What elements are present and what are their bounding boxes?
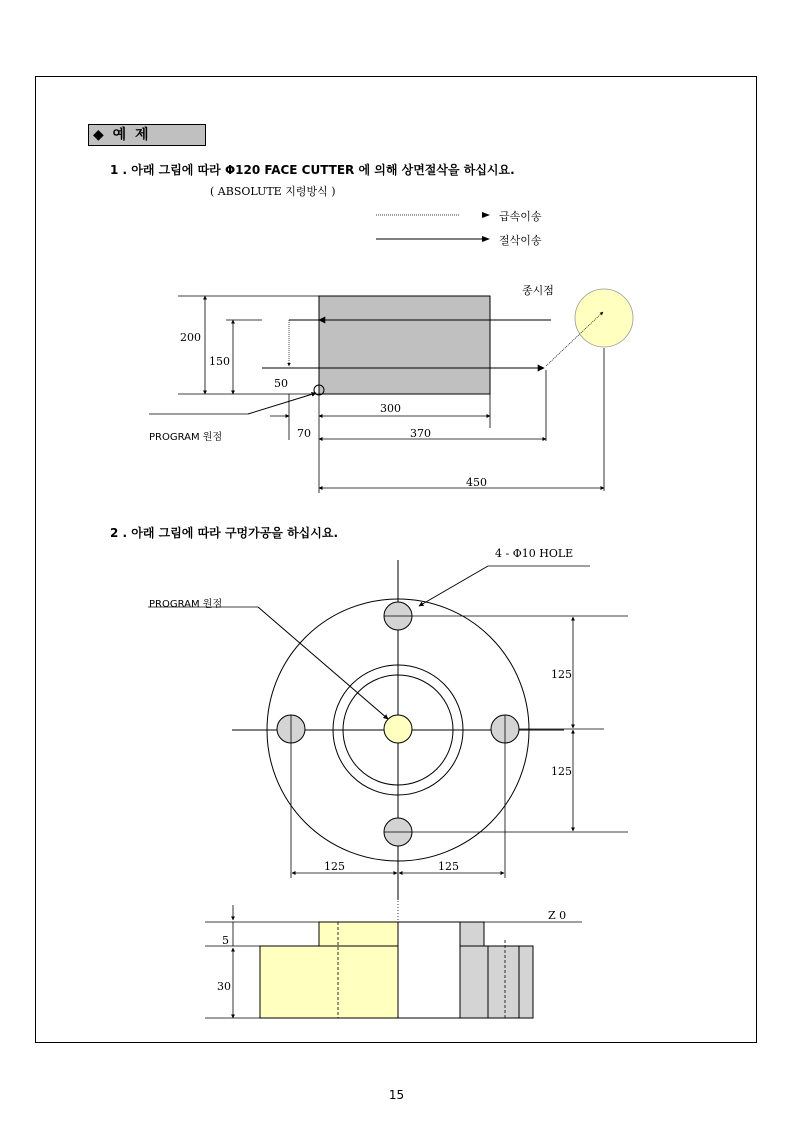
legend: [376, 212, 490, 242]
dim-370-label: 370: [410, 427, 431, 440]
legend-cutting-label: 절삭이송: [499, 234, 542, 247]
hole-leader: [419, 566, 488, 606]
boss-section: [319, 922, 398, 946]
hole-plan-drawing: [148, 560, 628, 900]
section-drawing: [205, 880, 582, 1018]
workpiece: [319, 296, 490, 394]
diamond-icon: ◆: [93, 127, 106, 143]
legend-rapid-label: 급속이송: [499, 210, 542, 223]
problem1-statement: 1 . 아래 그림에 따라 Φ120 FACE CUTTER 에 의해 상면절삭을 하십시요.: [110, 163, 515, 177]
dim-h125-left-label: 125: [324, 860, 345, 873]
z0-label: Z 0: [548, 909, 567, 922]
dim-200-label: 200: [180, 331, 201, 344]
hole-section: [460, 946, 533, 1018]
hole-note-label: 4 - Φ10 HOLE: [495, 547, 574, 560]
problem2-statement: 2 . 아래 그림에 따라 구멍가공을 하십시요.: [110, 526, 339, 540]
example-title: 예 제: [112, 127, 151, 143]
step-section: [460, 922, 484, 946]
dim-50-label: 50: [274, 377, 288, 390]
face-cutter: [575, 289, 633, 347]
page-number: 15: [388, 1088, 405, 1102]
dim-30-label: 30: [217, 980, 231, 993]
origin2-leader: [258, 607, 388, 719]
face-cut-drawing: [149, 289, 633, 493]
start-end-label: 종시점: [522, 284, 554, 297]
dim-70-label: 70: [297, 427, 311, 440]
dim-450-label: 450: [466, 476, 487, 489]
dim-v125-top-label: 125: [551, 668, 572, 681]
origin-leader: [248, 393, 316, 414]
dim-h125-right-label: 125: [438, 860, 459, 873]
origin-label: PROGRAM 원점: [149, 432, 223, 443]
rapid-arrow-icon: [482, 212, 490, 218]
dim-150-label: 150: [209, 355, 230, 368]
problem1-mode: ( ABSOLUTE 지령방식 ): [210, 185, 336, 198]
dim-v125-bottom-label: 125: [551, 765, 572, 778]
bore-section: [398, 922, 460, 1018]
cutting-arrow-icon: [482, 236, 490, 242]
dim-5-label: 5: [222, 934, 229, 947]
dim-300-label: 300: [380, 402, 401, 415]
center-bore: [384, 715, 412, 743]
origin2-label: PROGRAM 원점: [149, 599, 223, 610]
base-section: [260, 946, 398, 1018]
